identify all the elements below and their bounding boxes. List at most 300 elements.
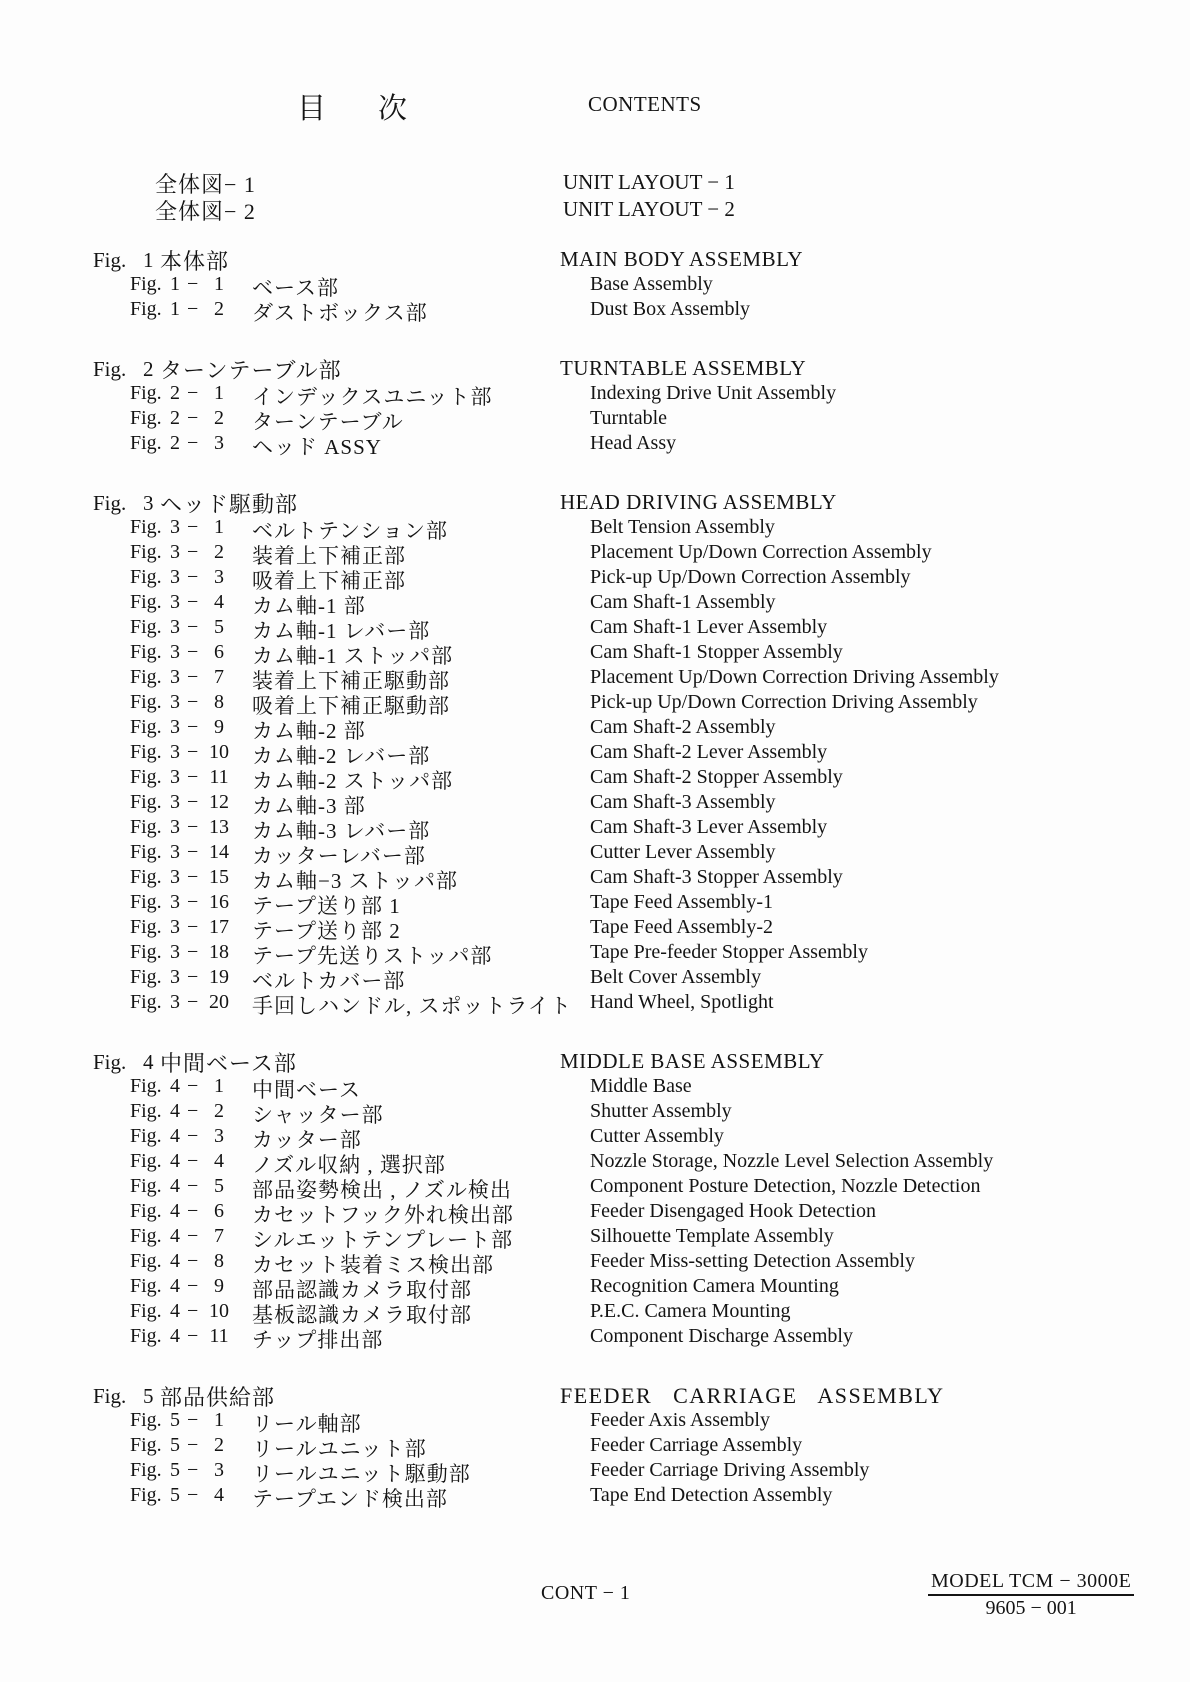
item-fig-word: Fig.	[130, 891, 162, 913]
item-title-en: Cam Shaft-3 Lever Assembly	[590, 816, 828, 838]
toc-item-row	[0, 1299, 1190, 1327]
toc-item-row	[0, 1124, 1190, 1152]
item-fig-minor: 11	[209, 766, 229, 788]
item-fig-major: 3	[170, 941, 180, 963]
item-title-en: Belt Tension Assembly	[590, 516, 775, 538]
item-fig-major: 4	[170, 1200, 180, 1222]
item-fig-word: Fig.	[130, 1125, 162, 1147]
item-fig-minor: 9	[214, 716, 224, 738]
item-title-en: Nozzle Storage, Nozzle Level Selection Assembly	[590, 1150, 994, 1172]
section-fig-number: 4	[143, 1050, 154, 1074]
item-title-jp: 手回しハンドル, スポットライト	[252, 994, 572, 1018]
section	[0, 1047, 1190, 1352]
item-fig-major: 1	[170, 273, 180, 295]
item-fig-minor: 1	[214, 1075, 224, 1097]
item-title-en: Pick-up Up/Down Correction Driving Assembly	[590, 691, 978, 713]
item-dash: −	[187, 816, 199, 838]
toc-item-row	[0, 565, 1190, 593]
item-title-en: Dust Box Assembly	[590, 298, 751, 320]
item-title-jp: シャッター部	[252, 1103, 384, 1127]
item-fig-minor: 8	[214, 1250, 224, 1272]
item-dash: −	[187, 866, 199, 888]
item-title-en: Cam Shaft-2 Lever Assembly	[590, 741, 828, 763]
item-fig-word: Fig.	[130, 1150, 162, 1172]
item-title-en: Cam Shaft-2 Stopper Assembly	[590, 766, 843, 788]
item-title-en: Hand Wheel, Spotlight	[590, 991, 774, 1013]
item-fig-word: Fig.	[130, 1434, 162, 1456]
section	[0, 1381, 1190, 1511]
item-fig-major: 5	[170, 1434, 180, 1456]
toc-item-row	[0, 1174, 1190, 1202]
item-fig-word: Fig.	[130, 866, 162, 888]
figure-sections	[0, 245, 1190, 1511]
toc-item-row	[0, 1224, 1190, 1252]
item-title-en: Cutter Lever Assembly	[590, 841, 776, 863]
section-fig-word: Fig.	[93, 357, 127, 381]
item-fig-word: Fig.	[130, 1075, 162, 1097]
model-number: MODEL TCM − 3000E	[928, 1570, 1134, 1596]
item-title-jp: リールユニット駆動部	[252, 1462, 471, 1486]
toc-item-row	[0, 1149, 1190, 1177]
unit-layout-jp-label: 全体図− 2	[155, 199, 256, 224]
item-dash: −	[187, 1300, 199, 1322]
item-fig-word: Fig.	[130, 1484, 162, 1506]
item-title-jp: カム軸-2 ストッパ部	[252, 769, 454, 793]
item-fig-minor: 2	[214, 298, 224, 320]
item-fig-minor: 7	[214, 1225, 224, 1247]
item-fig-word: Fig.	[130, 666, 162, 688]
item-dash: −	[187, 1325, 199, 1347]
item-fig-major: 3	[170, 716, 180, 738]
item-dash: −	[187, 966, 199, 988]
item-title-jp: カセット装着ミス検出部	[252, 1253, 494, 1277]
item-fig-major: 2	[170, 382, 180, 404]
toc-item-row	[0, 890, 1190, 918]
unit-layout-en-label: UNIT LAYOUT − 1	[563, 170, 735, 194]
item-title-jp: ノズル収納 , 選択部	[252, 1153, 446, 1177]
item-title-jp: 基板認識カメラ取付部	[252, 1303, 472, 1327]
item-fig-word: Fig.	[130, 516, 162, 538]
item-title-jp: ダストボックス部	[252, 301, 428, 325]
item-fig-word: Fig.	[130, 407, 162, 429]
item-fig-major: 3	[170, 666, 180, 688]
section-title-jp: ヘッド駆動部	[160, 492, 299, 517]
item-fig-word: Fig.	[130, 541, 162, 563]
item-title-jp: ベルトカバー部	[252, 969, 406, 993]
item-fig-major: 5	[170, 1459, 180, 1481]
item-dash: −	[187, 298, 199, 320]
item-fig-major: 3	[170, 816, 180, 838]
item-dash: −	[187, 716, 199, 738]
item-fig-major: 3	[170, 841, 180, 863]
item-fig-major: 3	[170, 566, 180, 588]
unit-layout-jp-label: 全体図− 1	[155, 172, 256, 197]
item-title-jp: インデックスユニット部	[252, 385, 493, 409]
item-fig-major: 4	[170, 1300, 180, 1322]
item-title-en: Placement Up/Down Correction Driving Assembly	[590, 666, 999, 688]
item-fig-major: 4	[170, 1225, 180, 1247]
item-title-en: Head Assy	[590, 432, 677, 454]
item-fig-minor: 5	[214, 616, 224, 638]
item-title-en: Recognition Camera Mounting	[590, 1275, 839, 1297]
item-dash: −	[187, 691, 199, 713]
item-title-en: Cutter Assembly	[590, 1125, 724, 1147]
item-title-en: Feeder Axis Assembly	[590, 1409, 770, 1431]
item-fig-word: Fig.	[130, 298, 162, 320]
section-title-en: FEEDER CARRIAGE ASSEMBLY	[560, 1383, 945, 1408]
item-fig-minor: 5	[214, 1175, 224, 1197]
item-fig-major: 3	[170, 991, 180, 1013]
item-fig-word: Fig.	[130, 691, 162, 713]
item-fig-minor: 3	[214, 432, 224, 454]
section-title-jp: ターンテーブル部	[160, 358, 342, 383]
item-fig-minor: 1	[214, 273, 224, 295]
item-fig-minor: 3	[214, 1125, 224, 1147]
item-dash: −	[187, 1175, 199, 1197]
item-fig-minor: 10	[209, 1300, 229, 1322]
item-fig-word: Fig.	[130, 616, 162, 638]
section-title-jp: 部品供給部	[160, 1385, 276, 1410]
item-fig-major: 3	[170, 741, 180, 763]
item-title-jp: テープエンド検出部	[252, 1487, 448, 1511]
item-title-jp: カッター部	[252, 1128, 362, 1152]
item-fig-minor: 20	[209, 991, 229, 1013]
section-header	[0, 245, 1190, 272]
item-title-jp: カム軸-1 レバー部	[252, 619, 431, 643]
item-fig-major: 3	[170, 516, 180, 538]
item-title-jp: カム軸-3 部	[252, 794, 366, 818]
item-fig-word: Fig.	[130, 941, 162, 963]
item-dash: −	[187, 273, 199, 295]
item-fig-major: 2	[170, 432, 180, 454]
item-fig-major: 3	[170, 766, 180, 788]
section-fig-word: Fig.	[93, 248, 127, 272]
footer-page-number: CONT − 1	[541, 1582, 631, 1604]
item-fig-major: 4	[170, 1325, 180, 1347]
item-title-jp: 部品認識カメラ取付部	[252, 1278, 472, 1302]
item-title-jp: ベルトテンション部	[252, 519, 449, 543]
item-fig-minor: 2	[214, 407, 224, 429]
item-fig-word: Fig.	[130, 1250, 162, 1272]
item-dash: −	[187, 916, 199, 938]
item-title-en: Silhouette Template Assembly	[590, 1225, 834, 1247]
section-header	[0, 488, 1190, 515]
unit-layout-row	[0, 195, 1190, 222]
item-fig-major: 3	[170, 641, 180, 663]
item-title-jp: 吸着上下補正部	[252, 569, 406, 593]
item-fig-word: Fig.	[130, 1225, 162, 1247]
item-dash: −	[187, 1459, 199, 1481]
toc-item-row	[0, 540, 1190, 568]
item-dash: −	[187, 516, 199, 538]
item-title-jp: シルエットテンプレート部	[252, 1228, 514, 1252]
toc-item-row	[0, 1274, 1190, 1302]
item-fig-minor: 6	[214, 1200, 224, 1222]
item-dash: −	[187, 432, 199, 454]
section-fig-number: 1	[143, 248, 154, 272]
item-fig-minor: 16	[209, 891, 229, 913]
section-fig-word: Fig.	[93, 491, 127, 515]
item-title-jp: 部品姿勢検出 , ノズル検出	[252, 1178, 512, 1202]
toc-item-row	[0, 740, 1190, 768]
item-fig-minor: 2	[214, 1434, 224, 1456]
section-header	[0, 1047, 1190, 1074]
toc-item-row	[0, 865, 1190, 893]
item-title-en: Tape Feed Assembly-1	[590, 891, 774, 913]
section-title-en: HEAD DRIVING ASSEMBLY	[560, 490, 837, 514]
section	[0, 354, 1190, 459]
unit-layout-list	[0, 168, 1190, 222]
item-title-jp: カム軸-2 レバー部	[252, 744, 431, 768]
item-fig-major: 4	[170, 1075, 180, 1097]
toc-item-row	[0, 1249, 1190, 1277]
item-title-en: Tape End Detection Assembly	[590, 1484, 833, 1506]
item-dash: −	[187, 1484, 199, 1506]
section-title-jp: 本体部	[160, 249, 230, 274]
item-fig-word: Fig.	[130, 1275, 162, 1297]
toc-item-row	[0, 640, 1190, 668]
unit-layout-en-label: UNIT LAYOUT − 2	[563, 197, 735, 221]
item-dash: −	[187, 1250, 199, 1272]
item-fig-minor: 9	[214, 1275, 224, 1297]
item-fig-minor: 1	[214, 516, 224, 538]
item-fig-minor: 15	[209, 866, 229, 888]
toc-item-row	[0, 1483, 1190, 1511]
item-title-jp: カム軸−3 ストッパ部	[252, 869, 458, 893]
item-dash: −	[187, 741, 199, 763]
item-title-jp: 中間ベース	[252, 1078, 361, 1102]
item-fig-minor: 10	[209, 741, 229, 763]
toc-item-row	[0, 1099, 1190, 1127]
toc-item-row	[0, 1324, 1190, 1352]
item-title-en: Belt Cover Assembly	[590, 966, 762, 988]
section	[0, 488, 1190, 1018]
section-title-en: MIDDLE BASE ASSEMBLY	[560, 1049, 825, 1073]
toc-item-row	[0, 515, 1190, 543]
item-dash: −	[187, 766, 199, 788]
toc-item-row	[0, 1458, 1190, 1486]
item-fig-major: 4	[170, 1150, 180, 1172]
item-fig-major: 3	[170, 691, 180, 713]
toc-item-row	[0, 665, 1190, 693]
toc-item-row	[0, 940, 1190, 968]
item-fig-minor: 3	[214, 566, 224, 588]
item-title-en: Cam Shaft-3 Assembly	[590, 791, 776, 813]
item-fig-word: Fig.	[130, 1175, 162, 1197]
item-title-en: Cam Shaft-3 Stopper Assembly	[590, 866, 843, 888]
item-dash: −	[187, 1225, 199, 1247]
item-fig-word: Fig.	[130, 966, 162, 988]
item-fig-minor: 6	[214, 641, 224, 663]
section-fig-number: 5	[143, 1384, 154, 1408]
item-fig-minor: 13	[209, 816, 229, 838]
toc-item-row	[0, 815, 1190, 843]
item-fig-major: 2	[170, 407, 180, 429]
toc-item-row	[0, 431, 1190, 459]
item-title-en: Placement Up/Down Correction Assembly	[590, 541, 932, 563]
item-fig-major: 5	[170, 1484, 180, 1506]
item-title-en: Feeder Carriage Assembly	[590, 1434, 803, 1456]
toc-item-row	[0, 965, 1190, 993]
item-title-en: Tape Pre-feeder Stopper Assembly	[590, 941, 868, 963]
page-title-japanese: 目次	[297, 93, 460, 125]
toc-item-row	[0, 990, 1190, 1018]
item-title-jp: 装着上下補正駆動部	[252, 669, 450, 693]
item-fig-word: Fig.	[130, 432, 162, 454]
item-fig-major: 3	[170, 891, 180, 913]
item-fig-word: Fig.	[130, 991, 162, 1013]
item-dash: −	[187, 791, 199, 813]
item-title-jp: チップ排出部	[252, 1328, 384, 1352]
item-dash: −	[187, 1200, 199, 1222]
item-fig-word: Fig.	[130, 841, 162, 863]
item-fig-minor: 18	[209, 941, 229, 963]
item-fig-minor: 17	[209, 916, 229, 938]
item-fig-minor: 2	[214, 541, 224, 563]
item-fig-word: Fig.	[130, 1459, 162, 1481]
item-dash: −	[187, 641, 199, 663]
toc-item-row	[0, 840, 1190, 868]
item-title-en: Pick-up Up/Down Correction Assembly	[590, 566, 911, 588]
item-fig-major: 3	[170, 791, 180, 813]
item-fig-minor: 3	[214, 1459, 224, 1481]
item-fig-word: Fig.	[130, 1200, 162, 1222]
item-title-jp: リールユニット部	[252, 1437, 427, 1461]
item-dash: −	[187, 666, 199, 688]
section-header	[0, 354, 1190, 381]
section-fig-word: Fig.	[93, 1050, 127, 1074]
item-dash: −	[187, 1409, 199, 1431]
toc-item-row	[0, 790, 1190, 818]
item-title-jp: テープ送り部 1	[252, 894, 401, 918]
item-fig-word: Fig.	[130, 816, 162, 838]
item-fig-major: 4	[170, 1175, 180, 1197]
toc-item-row	[0, 1074, 1190, 1102]
item-title-jp: テープ先送りストッパ部	[252, 944, 493, 968]
item-title-jp: カセットフック外れ検出部	[252, 1203, 514, 1227]
item-fig-major: 4	[170, 1100, 180, 1122]
item-title-jp: カッターレバー部	[252, 844, 426, 868]
item-dash: −	[187, 541, 199, 563]
item-fig-word: Fig.	[130, 382, 162, 404]
item-fig-word: Fig.	[130, 1300, 162, 1322]
item-fig-minor: 19	[209, 966, 229, 988]
toc-item-row	[0, 381, 1190, 409]
item-title-en: Middle Base	[590, 1075, 692, 1097]
item-title-jp: ターンテーブル	[252, 410, 404, 434]
item-fig-major: 4	[170, 1125, 180, 1147]
item-title-en: Turntable	[590, 407, 668, 429]
item-dash: −	[187, 841, 199, 863]
item-fig-word: Fig.	[130, 1409, 162, 1431]
item-fig-word: Fig.	[130, 791, 162, 813]
item-dash: −	[187, 941, 199, 963]
item-title-en: Indexing Drive Unit Assembly	[590, 382, 837, 404]
toc-item-row	[0, 1408, 1190, 1436]
page-title-english: CONTENTS	[588, 92, 702, 116]
item-title-jp: 装着上下補正部	[252, 544, 406, 568]
item-fig-minor: 4	[214, 1150, 224, 1172]
item-dash: −	[187, 616, 199, 638]
item-dash: −	[187, 891, 199, 913]
item-title-en: Cam Shaft-1 Lever Assembly	[590, 616, 828, 638]
toc-item-row	[0, 590, 1190, 618]
table-of-contents	[0, 86, 1190, 1540]
section-fig-number: 2	[143, 357, 154, 381]
toc-item-row	[0, 690, 1190, 718]
item-fig-major: 3	[170, 591, 180, 613]
item-fig-minor: 11	[209, 1325, 229, 1347]
item-title-jp: カム軸-1 ストッパ部	[252, 644, 454, 668]
item-fig-minor: 4	[214, 591, 224, 613]
item-fig-word: Fig.	[130, 1100, 162, 1122]
item-title-en: Cam Shaft-2 Assembly	[590, 716, 776, 738]
item-fig-minor: 14	[209, 841, 229, 863]
item-dash: −	[187, 591, 199, 613]
item-title-jp: カム軸-2 部	[252, 719, 366, 743]
section-fig-number: 3	[143, 491, 154, 515]
toc-item-row	[0, 715, 1190, 743]
item-fig-minor: 2	[214, 1100, 224, 1122]
item-fig-minor: 4	[214, 1484, 224, 1506]
item-title-jp: リール軸部	[252, 1412, 362, 1436]
item-dash: −	[187, 1434, 199, 1456]
item-title-en: P.E.C. Camera Mounting	[590, 1300, 791, 1322]
toc-item-row	[0, 915, 1190, 943]
toc-item-row	[0, 1199, 1190, 1227]
item-fig-major: 1	[170, 298, 180, 320]
item-title-en: Feeder Disengaged Hook Detection	[590, 1200, 877, 1222]
toc-item-row	[0, 297, 1190, 325]
item-fig-minor: 7	[214, 666, 224, 688]
item-dash: −	[187, 1125, 199, 1147]
item-fig-word: Fig.	[130, 741, 162, 763]
section-fig-word: Fig.	[93, 1384, 127, 1408]
item-title-en: Shutter Assembly	[590, 1100, 732, 1122]
item-fig-major: 3	[170, 866, 180, 888]
item-fig-word: Fig.	[130, 566, 162, 588]
item-title-jp: ベース部	[252, 276, 339, 300]
item-fig-major: 3	[170, 966, 180, 988]
item-fig-major: 5	[170, 1409, 180, 1431]
item-title-en: Feeder Carriage Driving Assembly	[590, 1459, 870, 1481]
item-fig-word: Fig.	[130, 591, 162, 613]
item-title-en: Component Discharge Assembly	[590, 1325, 853, 1347]
section-title-en: MAIN BODY ASSEMBLY	[560, 247, 803, 271]
item-title-en: Tape Feed Assembly-2	[590, 916, 774, 938]
toc-item-row	[0, 765, 1190, 793]
section-title-jp: 中間ベース部	[160, 1051, 297, 1076]
item-dash: −	[187, 407, 199, 429]
item-title-jp: カム軸-1 部	[252, 594, 366, 618]
item-title-jp: ヘッド ASSY	[252, 435, 382, 459]
item-dash: −	[187, 1150, 199, 1172]
item-fig-word: Fig.	[130, 716, 162, 738]
toc-item-row	[0, 615, 1190, 643]
item-title-en: Feeder Miss-setting Detection Assembly	[590, 1250, 915, 1272]
item-title-en: Component Posture Detection, Nozzle Detection	[590, 1175, 981, 1197]
item-dash: −	[187, 1275, 199, 1297]
item-fig-major: 3	[170, 541, 180, 563]
item-fig-major: 4	[170, 1275, 180, 1297]
item-fig-word: Fig.	[130, 1325, 162, 1347]
item-dash: −	[187, 566, 199, 588]
item-title-jp: カム軸-3 レバー部	[252, 819, 431, 843]
toc-item-row	[0, 272, 1190, 300]
item-fig-major: 3	[170, 616, 180, 638]
item-fig-word: Fig.	[130, 641, 162, 663]
item-title-jp: 吸着上下補正駆動部	[252, 694, 450, 718]
